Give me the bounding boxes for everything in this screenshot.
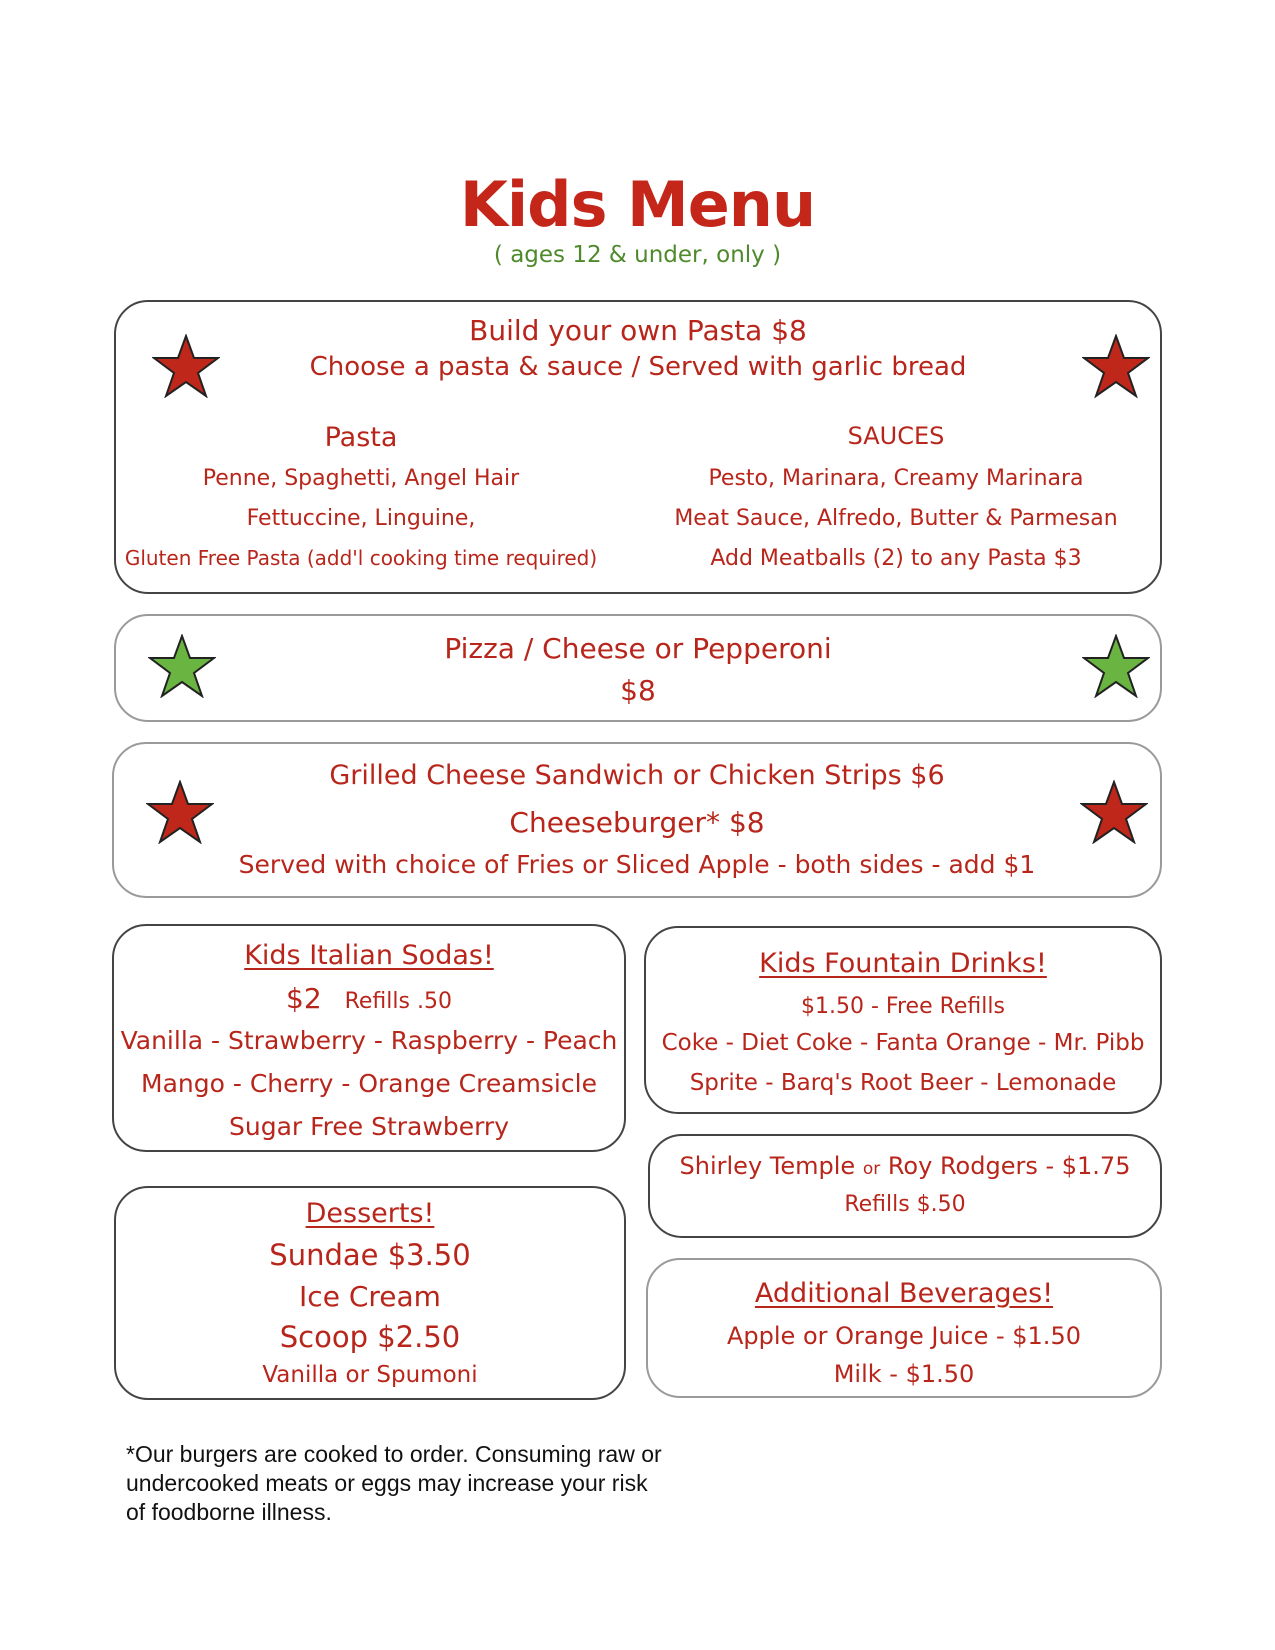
- dessert-line: Ice Cream: [299, 1280, 441, 1313]
- sauce-option-line: Add Meatballs (2) to any Pasta $3: [710, 546, 1082, 571]
- soda-flavors-line: Sugar Free Strawberry: [228, 1112, 509, 1141]
- cheeseburger-line: Cheeseburger* $8: [509, 806, 765, 839]
- pasta-option-line: Gluten Free Pasta (add'l cooking time required): [124, 546, 598, 570]
- sodas-refill: Refills .50: [344, 989, 452, 1014]
- shirley-temple-line: [650, 1152, 1160, 1180]
- italian-sodas-section: [112, 924, 626, 1152]
- shirley-refills: Refills $.50: [844, 1192, 966, 1217]
- shirley-temple-section: [648, 1134, 1162, 1238]
- sauce-option-line: Meat Sauce, Alfredo, Butter & Parmesan: [674, 506, 1118, 531]
- pizza-line: Pizza / Cheese or Pepperoni: [444, 632, 832, 665]
- beverage-line: Apple or Orange Juice - $1.50: [727, 1322, 1081, 1350]
- beverages-title: Additional Beverages!: [754, 1278, 1054, 1309]
- pizza-price: $8: [620, 674, 656, 707]
- pasta-subheading: Choose a pasta & sauce / Served with garlic bread: [309, 352, 967, 382]
- pasta-option-line: Fettuccine, Linguine,: [246, 506, 476, 531]
- additional-beverages-section: [646, 1258, 1162, 1398]
- desserts-section: [114, 1186, 626, 1400]
- soda-flavors-line: Mango - Cherry - Orange Creamsicle: [141, 1069, 597, 1098]
- pasta-heading: Build your own Pasta $8: [469, 314, 807, 347]
- sauces-column: [646, 422, 1146, 582]
- roy-rodgers-text: Roy Rodgers - $1.75: [880, 1152, 1131, 1180]
- page-title: Kids Menu: [459, 168, 816, 241]
- fountain-title: Kids Fountain Drinks!: [759, 948, 1047, 979]
- fountain-price: $1.50 - Free Refills: [801, 994, 1005, 1019]
- sodas-price: $2: [286, 982, 322, 1015]
- pasta-column-title: Pasta: [324, 422, 398, 453]
- pasta-column: [116, 422, 606, 582]
- fountain-drinks-line: Sprite - Barq's Root Beer - Lemonade: [689, 1070, 1117, 1096]
- soda-flavors-line: Vanilla - Strawberry - Raspberry - Peach: [120, 1026, 618, 1055]
- page-subtitle: ( ages 12 & under, only ): [493, 242, 782, 268]
- desserts-title: Desserts!: [305, 1198, 435, 1229]
- shirley-temple-text: Shirley Temple: [679, 1152, 863, 1180]
- pasta-option-line: Penne, Spaghetti, Angel Hair: [202, 466, 520, 491]
- sauce-option-line: Pesto, Marinara, Creamy Marinara: [708, 466, 1084, 491]
- sodas-title: Kids Italian Sodas!: [244, 940, 494, 971]
- sauces-column-title: SAUCES: [847, 422, 945, 450]
- beverage-line: Milk - $1.50: [833, 1360, 975, 1388]
- fountain-drinks-section: [644, 926, 1162, 1114]
- sandwich-section: [112, 742, 1162, 898]
- pizza-section: [114, 614, 1162, 722]
- fountain-drinks-line: Coke - Diet Coke - Fanta Orange - Mr. Pibb: [661, 1030, 1145, 1056]
- sandwich-line: Grilled Cheese Sandwich or Chicken Strips $6: [329, 760, 945, 791]
- dessert-line: Vanilla or Spumoni: [262, 1362, 478, 1388]
- sodas-price-row: [114, 982, 624, 1015]
- pasta-section: [114, 300, 1162, 594]
- sides-line: Served with choice of Fries or Sliced Apple - both sides - add $1: [238, 850, 1036, 879]
- burger-disclaimer: *Our burgers are cooked to order. Consuming raw or undercooked meats or eggs may increase your risk of foodborne illness.: [126, 1441, 662, 1525]
- dessert-line: Scoop $2.50: [279, 1320, 461, 1354]
- shirley-or-text: or: [862, 1159, 881, 1179]
- dessert-line: Sundae $3.50: [269, 1238, 471, 1272]
